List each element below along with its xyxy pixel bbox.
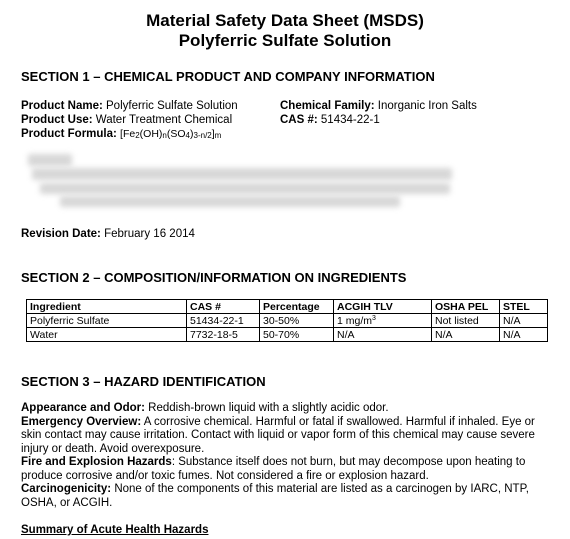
table-row <box>27 328 548 342</box>
product-use-label: Product Use: <box>21 114 93 126</box>
cell-tlv: 1 $mg/m^3$ <box>334 314 432 328</box>
cell-ingredient: Polyferric Sulfate <box>27 314 187 328</box>
cell-stel: N/A <box>500 314 548 328</box>
product-name-value: Polyferric Sulfate Solution <box>106 100 238 112</box>
table-header-row <box>27 300 548 314</box>
cas-value: 51434-22-1 <box>320 114 380 126</box>
revision-date-value: February 16 2014 <box>104 228 195 240</box>
col-ingredient: Ingredient <box>27 300 187 314</box>
chemical-family-line <box>280 100 477 113</box>
cell-stel: N/A <box>500 328 548 342</box>
section1-heading: SECTION 1 – CHEMICAL PRODUCT AND COMPANY INFORMATION <box>21 69 435 84</box>
revision-date-label: Revision Date: <box>21 228 101 240</box>
appearance-text: Reddish-brown liquid with a slightly acidic odor. <box>148 402 389 414</box>
section2-heading: SECTION 2 – COMPOSITION/INFORMATION ON INGREDIENTS <box>21 270 407 285</box>
product-name-label: Product Name: <box>21 100 103 112</box>
product-use-value: Water Treatment Chemical <box>95 114 233 126</box>
acute-health-hazards-heading: Summary of Acute Health Hazards <box>21 524 209 536</box>
emergency-label: Emergency Overview: <box>21 415 142 428</box>
product-formula-value: $[Fe_2(OH)_n(SO_4)_{3-n/2}]_m$ <box>120 128 222 140</box>
col-stel: STEL <box>500 300 548 314</box>
table-row <box>27 314 548 328</box>
emergency-text: A corrosive chemical. Harmful or fatal if swallowed. Harmful if inhaled. Eye or skin contact may cause irritation. Contact with liquid or vapor form of this chemical may cause severe injury or death. Avoid overexposure. <box>21 415 535 455</box>
col-percentage: Percentage <box>260 300 334 314</box>
chemical-family-label: Chemical Family: <box>280 100 375 112</box>
emergency-paragraph <box>21 416 541 457</box>
cell-percentage: 50-70% <box>260 328 334 342</box>
carcinogenicity-text: None of the components of this material are listed as a carcinogen by IARC, NTP, OSHA, or ACGIH. <box>21 483 529 509</box>
cas-line <box>280 114 380 127</box>
cell-cas: 51434-22-1 <box>187 314 260 328</box>
product-formula-label: Product Formula: <box>21 128 117 140</box>
appearance-paragraph <box>21 402 541 416</box>
cell-pel: N/A <box>432 328 500 342</box>
carcinogenicity-paragraph <box>21 483 541 510</box>
fire-paragraph <box>21 456 541 483</box>
hazard-identification-body <box>21 402 541 510</box>
ingredients-table <box>26 299 548 342</box>
cell-ingredient: Water <box>27 328 187 342</box>
appearance-label: Appearance and Odor: <box>21 402 145 414</box>
cell-percentage: 30-50% <box>260 314 334 328</box>
product-formula-line <box>21 128 221 141</box>
product-use-line <box>21 114 232 127</box>
cell-tlv: N/A <box>334 328 432 342</box>
carcinogenicity-label: Carcinogenicity: <box>21 483 112 495</box>
document-subtitle: Polyferric Sulfate Solution <box>178 31 392 50</box>
cell-pel: Not listed <box>432 314 500 328</box>
revision-date-line <box>21 228 195 241</box>
product-name-line <box>21 100 238 113</box>
cas-label: CAS #: <box>280 114 318 126</box>
fire-text: : Substance itself does not burn, but may decompose upon heating to produce corrosive and/or toxic fumes. Not considered a fire or explosion hazard. <box>21 456 526 482</box>
col-osha-pel: OSHA PEL <box>432 300 500 314</box>
chemical-family-value: Inorganic Iron Salts <box>377 100 477 112</box>
fire-label: Fire and Explosion Hazards <box>21 456 172 468</box>
cell-cas: 7732-18-5 <box>187 328 260 342</box>
document-title: Material Safety Data Sheet (MSDS) <box>146 11 424 30</box>
section3-heading: SECTION 3 – HAZARD IDENTIFICATION <box>21 374 266 389</box>
col-cas: CAS # <box>187 300 260 314</box>
col-acgih-tlv: ACGIH TLV <box>334 300 432 314</box>
